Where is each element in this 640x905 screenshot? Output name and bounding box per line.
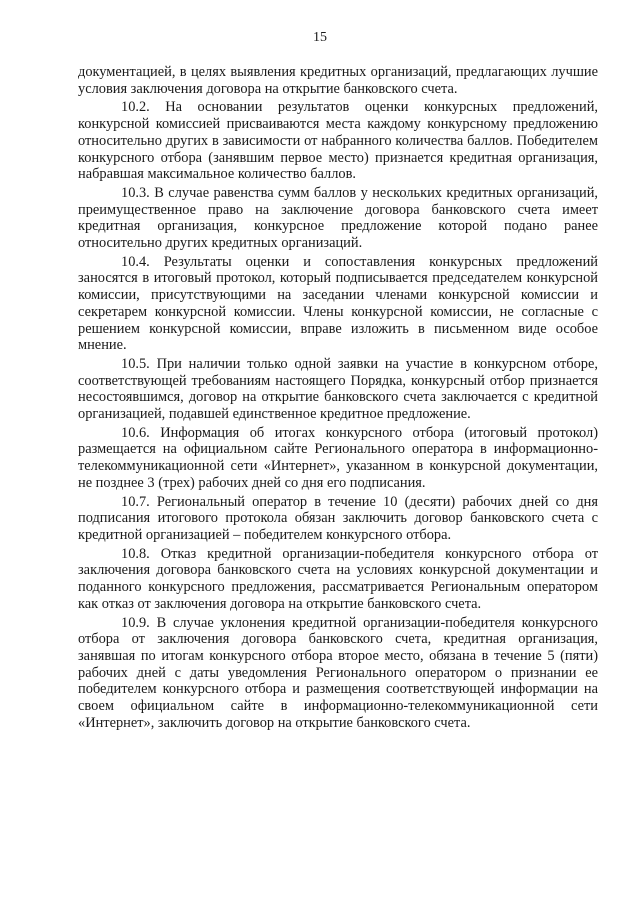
page-number: 15 — [313, 30, 327, 45]
paragraph-10-9: 10.9. В случае уклонения кредитной организации-победителя конкурсного отбора от заключения договора банковского счета, кредитная организация, занявшая по итогам конкурсного отбора второе место, обязана в течение 5 (пяти) рабочих дней с даты уведомления Регионального оператором о признании ее победителем конкурсного отбора и размещения соответствующей информации на своем официальном сайте в информационно-телекоммуникационной сети «Интернет», заключить договор на открытие банковского счета. — [78, 614, 598, 731]
document-body — [78, 64, 598, 733]
paragraph-10-6: 10.6. Информация об итогах конкурсного отбора (итоговый протокол) размещается на официальном сайте Регионального оператора в информационно-телекоммуникационной сети «Интернет», указанном в конкурсной документации, не позднее 3 (трех) рабочих дней со дня его подписания. — [78, 424, 598, 491]
paragraph-continuation: документацией, в целях выявления кредитных организаций, предлагающих лучшие условия заключения договора на открытие банковского счета. — [78, 64, 598, 97]
paragraph-10-4: 10.4. Результаты оценки и сопоставления конкурсных предложений заносятся в итоговый протокол, который подписывается председателем конкурсной комиссии, присутствующими на заседании членами конкурсной комиссии и секретарем конкурсной комиссии. Члены конкурсной комиссии, не согласные с решением конкурсной комиссии, вправе изложить в письменном виде особое мнение. — [78, 253, 598, 354]
paragraph-10-2: 10.2. На основании результатов оценки конкурсных предложений, конкурсной комиссией присваиваются места каждому конкурсному предложению относительно других в зависимости от набранного количества баллов. Победителем конкурсного отбора (занявшим первое место) признается кредитная организация, набравшая максимальное количество баллов. — [78, 99, 598, 183]
paragraph-10-8: 10.8. Отказ кредитной организации-победителя конкурсного отбора от заключения договора банковского счета на условиях конкурсной документации и поданного конкурсного предложения, рассматривается Региональным оператором как отказ от заключения договора на открытие банковского счета. — [78, 545, 598, 612]
paragraph-10-7: 10.7. Региональный оператор в течение 10 (десяти) рабочих дней со дня подписания итогового протокола обязан заключить договор банковского счета с кредитной организацией – победителем конкурсного отбора. — [78, 493, 598, 543]
paragraph-10-3: 10.3. В случае равенства сумм баллов у нескольких кредитных организаций, преимущественное право на заключение договора банковского счета имеет кредитная организация, конкурсное предложение которой подано ранее относительно других кредитных организаций. — [78, 184, 598, 252]
paragraph-10-5: 10.5. При наличии только одной заявки на участие в конкурсном отборе, соответствующей требованиям настоящего Порядка, конкурсный отбор признается несостоявшимся, договор на открытие банковского счета заключается с кредитной организацией, подавшей единственное кредитное предложение. — [78, 355, 598, 423]
